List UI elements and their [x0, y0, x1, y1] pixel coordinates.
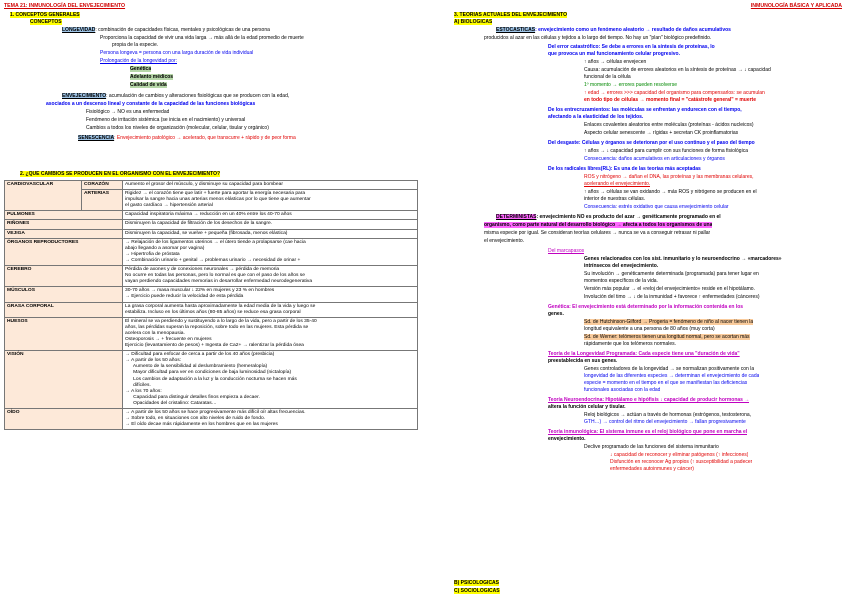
werner-2: rápidamente que los telómeros normales. [584, 341, 676, 347]
inmunologica-2: envejecimiento. [548, 436, 586, 442]
progeria: Sd. de Hutchinson-Gilford → Progeria = fenómeno de niño al nacer tienen la [584, 319, 754, 325]
estocasticas-term: ESTOCÁSTICAS [496, 27, 536, 33]
table-subcategory: ARTERIAS [82, 190, 123, 211]
table-description-line: impulsar la sangre hacia unas arterias menos elásticas por lo que tiene que aumentar [125, 197, 311, 203]
table-description-line: → Sobre todo, en situaciones con alto niveles de ruido de fondo. [125, 416, 266, 422]
table-description [123, 211, 418, 220]
table-description [123, 181, 418, 190]
table-description [123, 409, 418, 430]
longevidad-item-1b: propia de la especie. [112, 42, 159, 48]
inmunologica-item-3b: enfermedades autoinmunes y cáncer) [610, 466, 694, 472]
deterministas-definition-2: organismo, como parte natural del desarrollo biológico → afecta a todos los organismos de una [484, 222, 713, 228]
error-catastrofico-item-3: 1º momento → errores pueden resolverse [584, 82, 677, 88]
table-description [123, 287, 418, 302]
table-description-line: abajo llegando a asomar por vagina) [125, 245, 205, 251]
radicales-libres: De los radicales libres(RL): Es una de las teorías más aceptadas [548, 166, 701, 172]
table-description-line: → Dificultad para enfocar de cerca a partir de los 40 años (presbicia) [125, 352, 275, 358]
table-description [123, 238, 418, 265]
table-description-line: Opacidades del cristalino: Cataratas… [125, 400, 217, 406]
table-category: VEJIGA [5, 229, 123, 238]
entrecruzamientos-2: afectando a la elasticidad de los tejidos. [548, 114, 644, 120]
error-catastrofico-item-2b: funcional de la célula [584, 74, 631, 80]
marcapasos-item-4: Involución del timo → ↓ de la inmunidad + favorece ↑ enfermedades (cánceres) [584, 294, 760, 300]
entrecruzamientos-item-1: Enlaces covalentes aleatorios entre moléculas (proteínas - ácidos nucleicos) [584, 122, 754, 128]
table-description-line: Disminuyen la capacidad, se vuelve + pequeña (fibrosada, menos elástica) [125, 230, 288, 236]
deterministas-definition-4: el envejecimiento. [484, 238, 525, 244]
table-description-line: difíciles. [125, 382, 151, 388]
entrecruzamientos: De los entrecruzamientos: las moléculas se enfrentan y endurecen con el tiempo, [548, 107, 742, 113]
section-3-title: 3. TEORÍAS ACTUALES DEL ENVEJECIMIENTO [454, 12, 567, 18]
inmunologica-item-2: ↓ capacidad de reconocer y eliminar patógenos (↑ infecciones) [610, 452, 749, 458]
table-row [5, 266, 418, 287]
longevidad-definition: LONGEVIDAD: combinación de capacidades físicas, mentales y psicológicas de una persona [62, 27, 270, 33]
conceptos-heading: CONCEPTOS [30, 19, 62, 25]
longevidad-programada-item-4: funcionales asociadas con la edad [584, 387, 661, 393]
longevidad-factor-genetica: Genética [130, 66, 152, 72]
table-description-line: 30-70 años → masa muscular ↓ 22% en mujeres y 23 % en hombres [125, 288, 275, 294]
table-category: RIÑONES [5, 220, 123, 229]
deterministas-definition-3: misma especie por igual. Se consideran teorías celulares → nunca se va a conseguir retrasar ni pallar [484, 230, 711, 236]
table-description [123, 190, 418, 211]
table-row [5, 229, 418, 238]
longevidad-item-3: Prolongación de la longevidad por: [100, 58, 177, 64]
table-description-line: → A partir de los 50 años se hace progresivamente más difícil oír altas frecuencias. [125, 410, 306, 415]
werner: Sd. de Werner: telómeros tienen una longitud normal, pero se acortan más [584, 334, 750, 340]
table-description [123, 220, 418, 229]
right-header: INMUNOLOGÍA BÁSICA Y APLICADA [750, 3, 842, 9]
marcapasos-item-2: Su involución → genéticamente determinada (programada) para tener lugar en [584, 271, 759, 277]
table-description-line: Ejercicio (levantamiento de pesos) + Ingesta de Ca2+ → ralentizar la pérdida ósea [125, 343, 304, 349]
envejecimiento-term: ENVEJECIMIENTO [62, 93, 107, 99]
estocasticas-definition-2: producidos al azar en las células y tejidos a lo largo del tiempo. No hay un "plan" biológico predefinido. [484, 35, 712, 41]
envejecimiento-item-2: Fenómeno de irritación sistémica (se inicia en el nacimiento) y universal [86, 117, 246, 123]
table-description-line: Capacidad inspiratoria máxima → reducción en un 40% entre los 40-70 años [125, 212, 292, 218]
envejecimiento-item-3: Cambios a todos los niveles de organización (molecular, celular, tisular y orgánico) [86, 125, 269, 131]
table-description-line: acelera con la menopausia. [125, 330, 185, 336]
table-row [5, 287, 418, 302]
table-description-line: años, las pérdidas superan la reposición, sobre todo en las mujeres. Esta pérdida se [125, 324, 309, 330]
longevidad-programada-item-2: longevidad de las diferentes especies → determinan el envejecimiento de cada [584, 373, 760, 379]
longevidad-programada: Teoría de la Longevidad Programada: Cada especie tiene una "duración de vida" [548, 351, 740, 357]
longevidad-factor-medicos: Adelanto médicos [130, 74, 174, 80]
envejecimiento-definition: ENVEJECIMIENTO: acumulación de cambios y alteraciones fisiológicas que se producen con la edad, [62, 93, 290, 99]
radicales-libres-item-2b: interior de nuestras células. [584, 196, 646, 202]
longevidad-item-1: Proporciona la capacidad de vivir una vida larga → más allá de la edad promedio de muerte [100, 35, 304, 41]
section-a-title: A) BIOLÓGICAS [454, 19, 493, 25]
table-description-line: Los cambios de adaptación a la luz y la conducción nocturna se hacen más [125, 376, 297, 382]
table-description-line: Osteoporosis → + frecuente en mujeres [125, 336, 212, 342]
section-1-title: 1. CONCEPTOS GENERALES [10, 12, 80, 18]
marcapasos: Del marcapasos [548, 248, 585, 254]
table-description-line: Aumento de la sensibilidad al deslumbramiento (hemeralopía) [125, 364, 268, 370]
deterministas-term: DETERMINISTAS [496, 214, 537, 220]
error-catastrofico-item-4: ↑ edad → errores >>> capacidad del organismo para compensarlos: se acumulan [584, 90, 765, 96]
marcapasos-item-1: Genes relacionados con los sist. inmunitario y lo neuroendocrino → «marcadores» [584, 256, 782, 262]
table-description-line: Mayor dificultad para ver en condiciones de baja luminosidad (nictalopía) [125, 370, 292, 376]
left-header: TEMA 21: INMUNOLOGÍA DEL ENVEJECIMIENTO [4, 3, 126, 9]
table-row [5, 302, 418, 317]
table-row [5, 238, 418, 265]
genetica-2: genes. [548, 311, 564, 317]
longevidad-factor-calidad: Calidad de vida [130, 82, 167, 88]
table-description-line: → Ejercicio puede reducir la velocidad de esta pérdida [125, 294, 244, 300]
table-subcategory: CORAZÓN [82, 181, 123, 190]
marcapasos-item-2b: momentos específicos de la vida. [584, 278, 658, 284]
table-row [5, 351, 418, 409]
longevidad-programada-item-3: especie = momento en el tiempo en el que se manifiestan las deficiencias [584, 380, 748, 386]
marcapasos-item-3: Versión más popular → el «reloj del envejecimiento» reside en el hipotálamo. [584, 286, 755, 292]
radicales-libres-item-2: ↑ años → células se van oxidando → más ROS y nitrógeno se producen en el [584, 189, 757, 195]
senescencia-term: SENESCENCIA [78, 135, 115, 141]
desgaste-item-1: ↑ años → ↓ capacidad para cumplir con sus funciones de forma fisiológica [584, 148, 748, 154]
envejecimiento-item-1: Fisiológico → NO es una enfermedad [86, 109, 170, 115]
table-category: ÓRGANOS REPRODUCTORES [5, 238, 123, 265]
longevidad-term: LONGEVIDAD [62, 27, 96, 33]
table-description-line: Aumento el grosor del músculo, y disminuye su capacidad para bombear [125, 182, 283, 187]
table-description [123, 317, 418, 350]
longevidad-programada-item-1: Genes controladores de la longevidad → se normalizan positivamente con la [584, 366, 755, 372]
table-category: OÍDO [5, 409, 123, 430]
neuroendocrina-item-2: GTH…) → control del ritmo del envejecimiento → fallan progresivamente [584, 419, 746, 425]
marcapasos-item-1b: intrínsecos del envejecimiento. [584, 263, 659, 269]
table-description-line: Capacidad para distinguir detalles finos empieza a decaer. [125, 394, 260, 400]
error-catastrofico-item-2: Causa: acumulación de errores aleatorios en la síntesis de proteínas → ↓ capacidad [584, 67, 771, 73]
entrecruzamientos-item-2: Aspecto celular senescente → rígidas + secretan CK proinflamatorias [584, 130, 739, 136]
neuroendocrina-item-1: Reloj biológicos → actúan a través de hormonas (estrógenos, testosterona, [584, 412, 752, 418]
table-description-line: → A partir de los 50 años: [125, 358, 182, 364]
table-description [123, 266, 418, 287]
table-description-line: → Hipertrofia de próstata [125, 251, 180, 257]
neuroendocrina-2: altera la función celular y tisular. [548, 404, 626, 410]
table-row [5, 220, 418, 229]
deterministas-definition: DETERMINISTAS: envejecimiento NO es producto del azar → genéticamente programado en el [496, 214, 721, 220]
senescencia-definition: SENESCENCIA: Envejecimiento patológico → acelerado, que transcurre + rápido y de peor forma [78, 135, 296, 141]
table-description [123, 229, 418, 238]
table-row [5, 317, 418, 350]
error-catastrofico-2: que provoca un mal funcionamiento celular progresivo. [548, 51, 680, 57]
table-row [5, 211, 418, 220]
table-description [123, 351, 418, 409]
table-category: HUESOS [5, 317, 123, 350]
table-row [5, 409, 418, 430]
table-description [123, 302, 418, 317]
radicales-libres-item-3: Consecuencia: estrés oxidativo que causa envejecimiento celular [584, 204, 729, 210]
table-description-line: estabiliza. Incluso en los últimos años (80-85 años) se reduce esa grasa corporal [125, 309, 301, 315]
table-description-line: Rigidez → el corazón tiene que latir + fuerte para aportar la energía necesaria para [125, 191, 306, 197]
progeria-2: longitud equivalente a una persona de 80 años (muy corta) [584, 326, 715, 332]
table-description-line: → El oído decae más rápidamente en los hombres que en las mujeres [125, 422, 278, 428]
longevidad-programada-2: preestablecida en sus genes. [548, 358, 618, 364]
table-category: PULMONES [5, 211, 123, 220]
table-description-line: Disminuyen la capacidad de filtración de los desechos de la sangre. [125, 221, 273, 227]
inmunologica: Teoría inmunológica: El sistema inmune es el reloj biológico que pone en marcha el [548, 429, 748, 435]
table-category: VISIÓN [5, 351, 123, 409]
table-description-line: Pérdida de axones y de conexiones neuronales → pérdida de memoria [125, 267, 280, 273]
table-description-line: vayan perdiendo capacidades memorias in desarrollar enfermedad neurodegenerativa [125, 279, 313, 285]
desgaste-item-2: Consecuencia: daños acumulativos en articulaciones y órganos [584, 156, 725, 162]
error-catastrofico: Del error catastrófico: Se debe a errores en la síntesis de proteínas, lo [548, 44, 715, 50]
table-description-line: → Combinación urinario + genital → problemas urinario → necesidad de orinar + [125, 257, 301, 263]
table-description-line: No ocurre en todas las personas, pero lo normal es que con el paso de los años se [125, 273, 305, 279]
estocasticas-definition: ESTOCÁSTICAS: envejecimiento como un fenómeno aleatorio → resultado de daños acumulativos [496, 27, 731, 33]
neuroendocrina: Teoría Neuroendocrina: Hipotálamo e hipófisis ↓ capacidad de producir hormonas → [548, 397, 750, 403]
section-c-title: C) SOCIOLÓGICAS [454, 588, 500, 594]
section-2-title: 2. ¿QUÉ CAMBIOS SE PRODUCEN EN EL ORGANISMO CON EL ENVEJECIMIENTO? [20, 171, 221, 177]
longevidad-item-2: Persona longeva = persona con una larga duración de vida individual [100, 50, 254, 56]
inmunologica-item-3: Disfunción en reconocer Ag propios (↑ susceptibilidad a padecer [610, 459, 753, 465]
table-category: MÚSCULOS [5, 287, 123, 302]
desgaste: Del desgaste: Células y órganos se deterioran por el uso continuo y el paso del tiempo [548, 140, 755, 146]
radicales-libres-item-1b: acelerando el envejecimiento. [584, 181, 651, 187]
error-catastrofico-item-1: ↑ años → células envejecen [584, 59, 647, 65]
genetica: Genética: El envejecimiento está determinado por la información contenida en los [548, 304, 744, 310]
section-b-title: B) PSICOLÓGICAS [454, 580, 500, 586]
table-description-line: La grasa corporal aumenta hasta aproximadamente la edad media de la vida y luego se [125, 303, 316, 309]
inmunologica-item-1: Declive programado de las funciones del sistema inmunitario [584, 444, 719, 450]
aging-changes-table [4, 180, 418, 430]
table-category: CEREBRO [5, 266, 123, 287]
table-category: GRASA CORPORAL [5, 302, 123, 317]
table-description-line: el gasto cardíaco → hipertensión arterial [125, 203, 213, 209]
error-catastrofico-item-4b: en todo tipo de células → momento final = "catástrofe general" = muerte [584, 97, 757, 103]
table-description-line: → Relajación de los ligamentos uterinos → el útero tiende a prolapsarse (cae hacia [125, 239, 306, 245]
table-description-line: El mineral se va perdiendo y sustituyendo a lo largo de la vida, pero a partir de los 35-40 [125, 318, 317, 324]
radicales-libres-item-1: ROS y nitrógeno → dañan el DNA, las proteínas y las membranas celulares, [584, 174, 754, 180]
envejecimiento-definition-2: asociados a un descenso lineal y constante de la capacidad de las funciones biológicas [46, 101, 256, 107]
table-description-line: → A los 70 años: [125, 388, 162, 394]
table-row [5, 181, 418, 190]
table-category: CARDIOVASCULAR [5, 181, 82, 211]
